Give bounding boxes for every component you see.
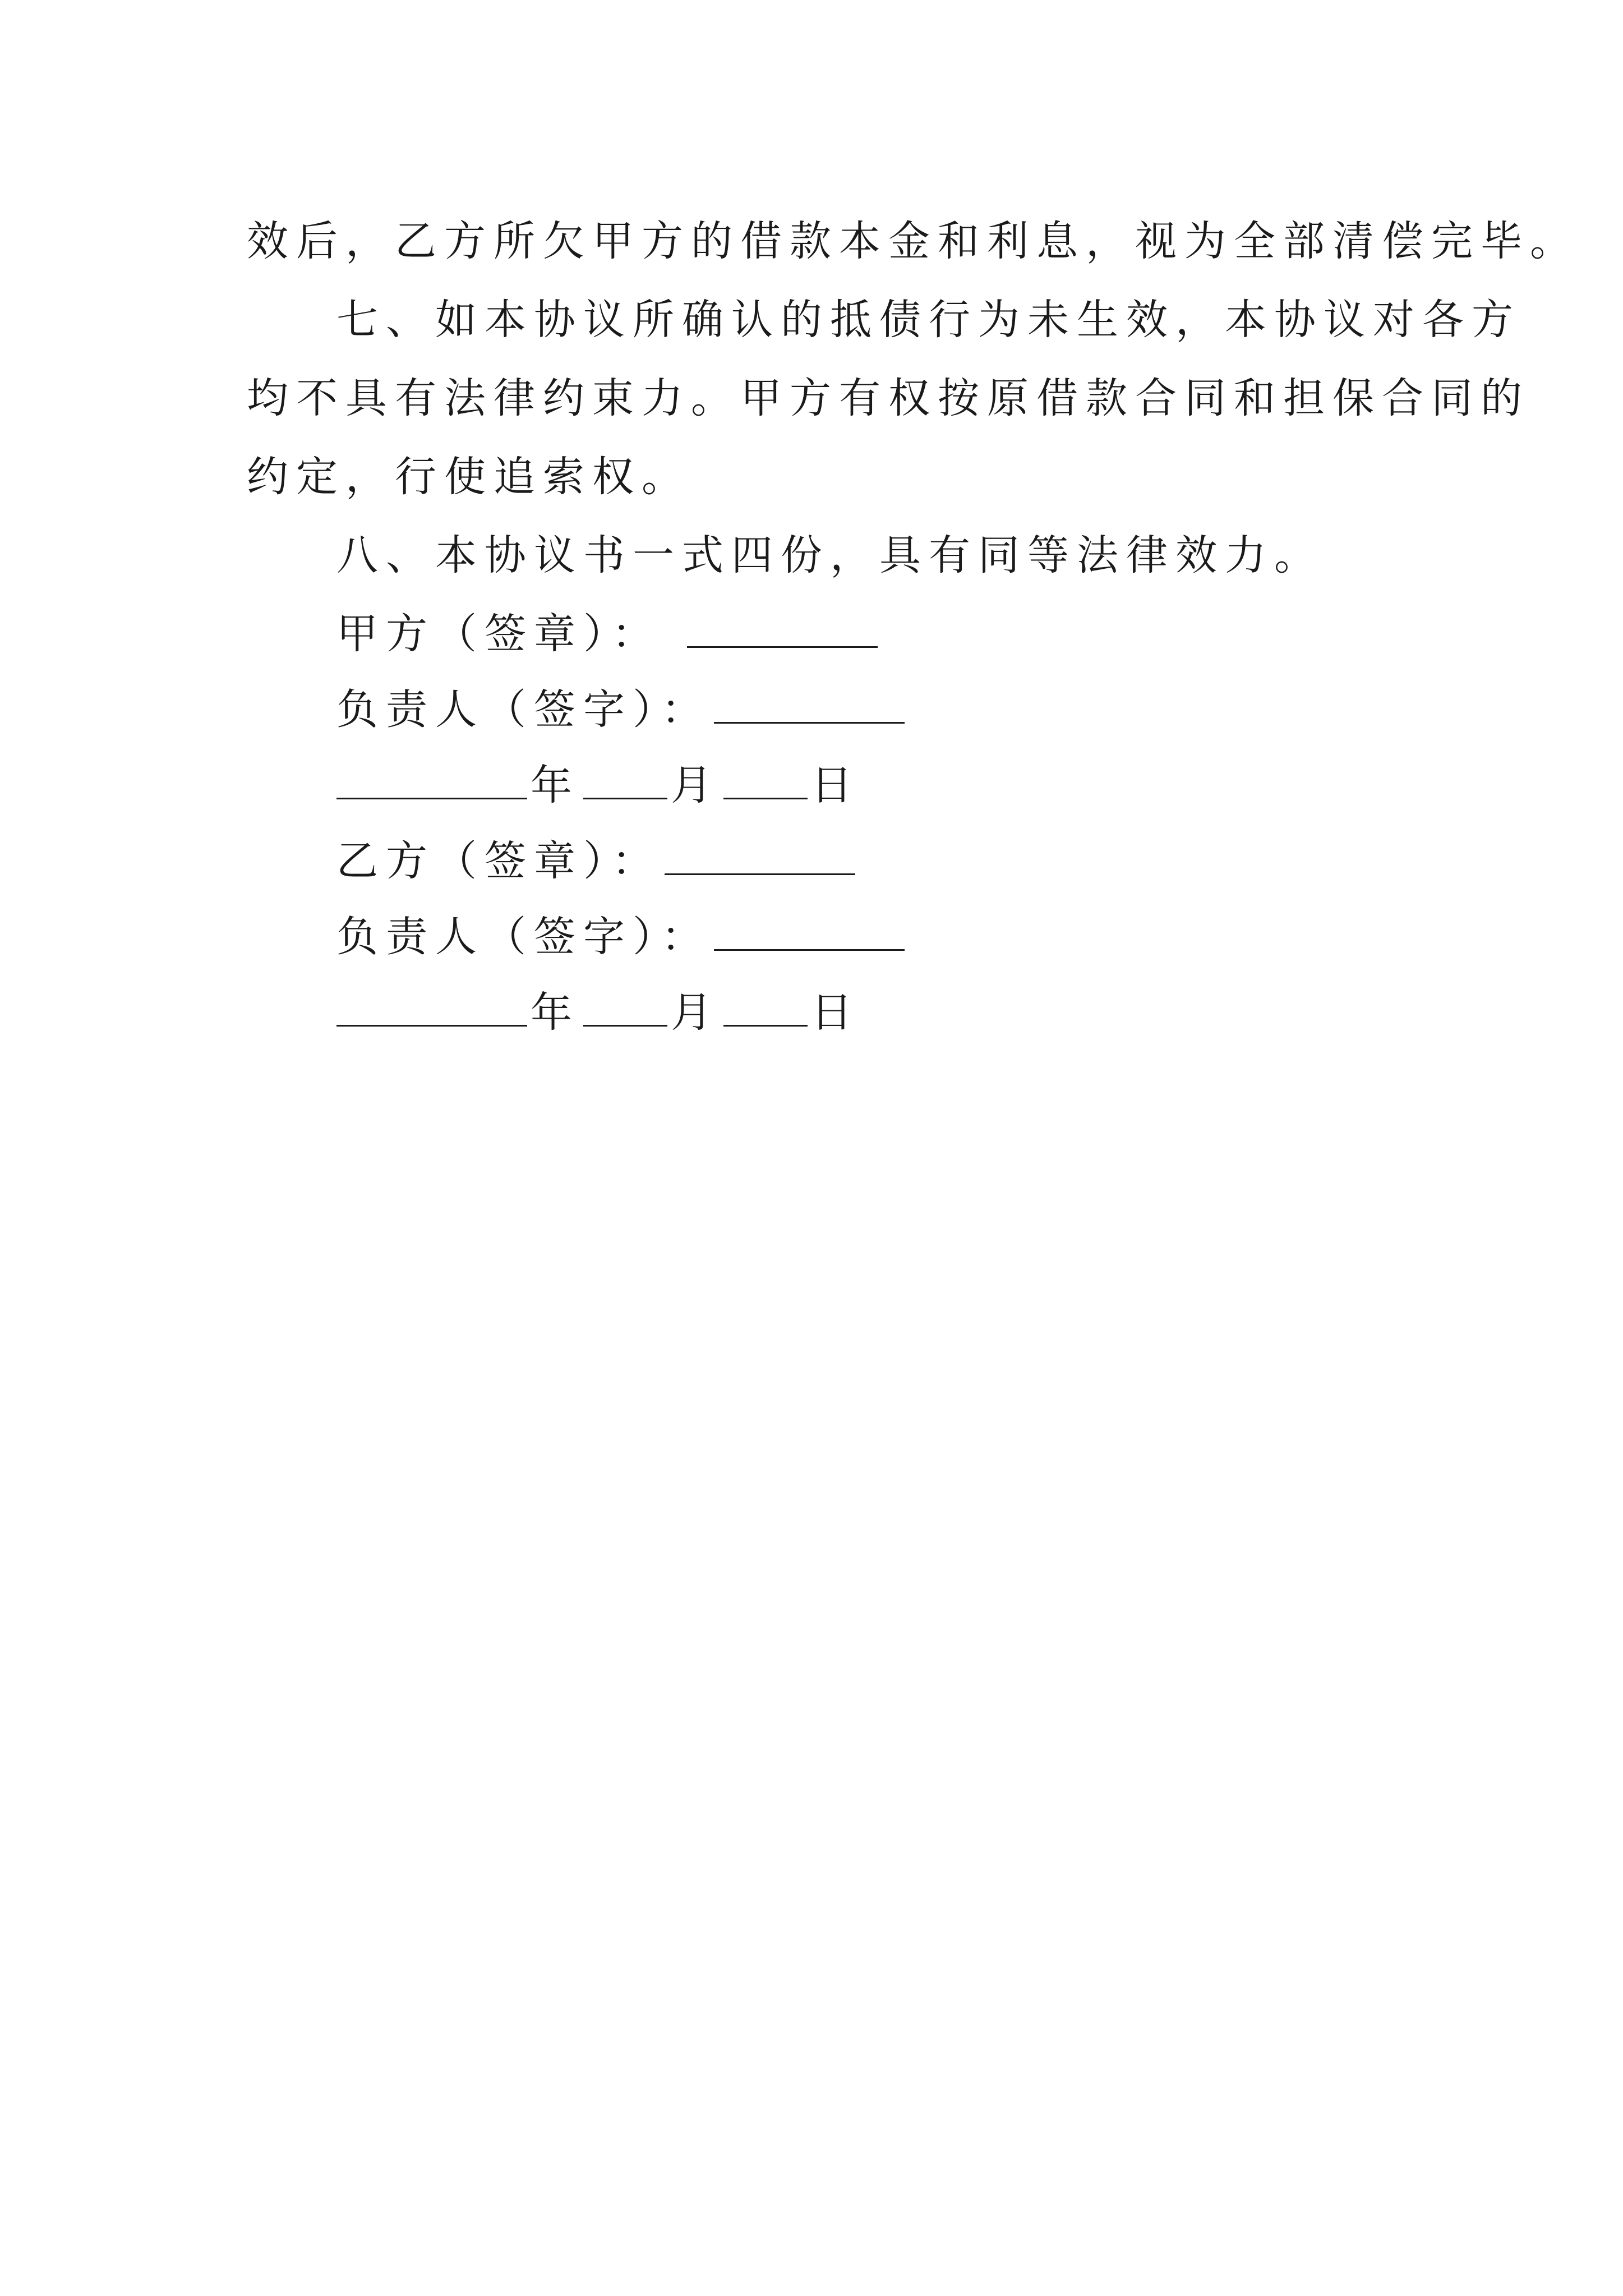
party-b-signer-blank[interactable] xyxy=(714,912,905,951)
party-b-month-label: 月 xyxy=(671,988,720,1037)
party-b-signer-label: 负责人（签字）： xyxy=(336,913,711,961)
clause-7-line-3 xyxy=(247,438,691,516)
party-a-month-label: 月 xyxy=(671,761,720,809)
party-a-day-blank[interactable] xyxy=(723,761,808,799)
clause-7-line-2 xyxy=(247,359,1530,438)
clause-7-text-3: 约定，行使追索权。 xyxy=(247,453,691,501)
party-a-year-label: 年 xyxy=(531,761,580,809)
party-a-signer-blank[interactable] xyxy=(714,685,905,724)
party-b-seal-label: 乙方（签章）： xyxy=(336,837,661,885)
party-b-day-label: 日 xyxy=(811,988,860,1037)
party-b-month-blank[interactable] xyxy=(583,988,667,1027)
paragraph-continued xyxy=(247,202,1579,280)
party-b-year-blank[interactable] xyxy=(336,988,527,1027)
party-b-seal-row xyxy=(336,822,859,900)
paragraph-continued-text: 效后，乙方所欠甲方的借款本金和利息，视为全部清偿完毕。 xyxy=(247,217,1579,265)
party-a-signer-row xyxy=(336,670,908,749)
party-a-seal-row xyxy=(336,595,881,673)
party-b-seal-blank[interactable] xyxy=(665,836,855,875)
party-b-day-blank[interactable] xyxy=(723,988,808,1027)
party-a-day-label: 日 xyxy=(811,761,860,809)
clause-7-text-1: 七、如本协议所确认的抵债行为未生效，本协议对各方 xyxy=(336,296,1521,344)
clause-7-text-2: 均不具有法律约束力。甲方有权按原借款合同和担保合同的 xyxy=(247,374,1530,422)
party-a-seal-label: 甲方（签章）： xyxy=(336,610,661,658)
party-a-seal-blank[interactable] xyxy=(687,609,878,648)
party-b-year-label: 年 xyxy=(531,988,580,1037)
party-a-year-blank[interactable] xyxy=(336,761,527,799)
party-b-date-row xyxy=(336,973,860,1052)
clause-8 xyxy=(336,516,1324,595)
party-b-signer-row xyxy=(336,898,908,976)
party-a-month-blank[interactable] xyxy=(583,761,667,799)
party-a-signer-label: 负责人（签字）： xyxy=(336,685,711,734)
party-a-date-row xyxy=(336,746,860,825)
clause-7-line-1 xyxy=(336,280,1521,359)
clause-8-text: 八、本协议书一式四份，具有同等法律效力。 xyxy=(336,531,1324,579)
